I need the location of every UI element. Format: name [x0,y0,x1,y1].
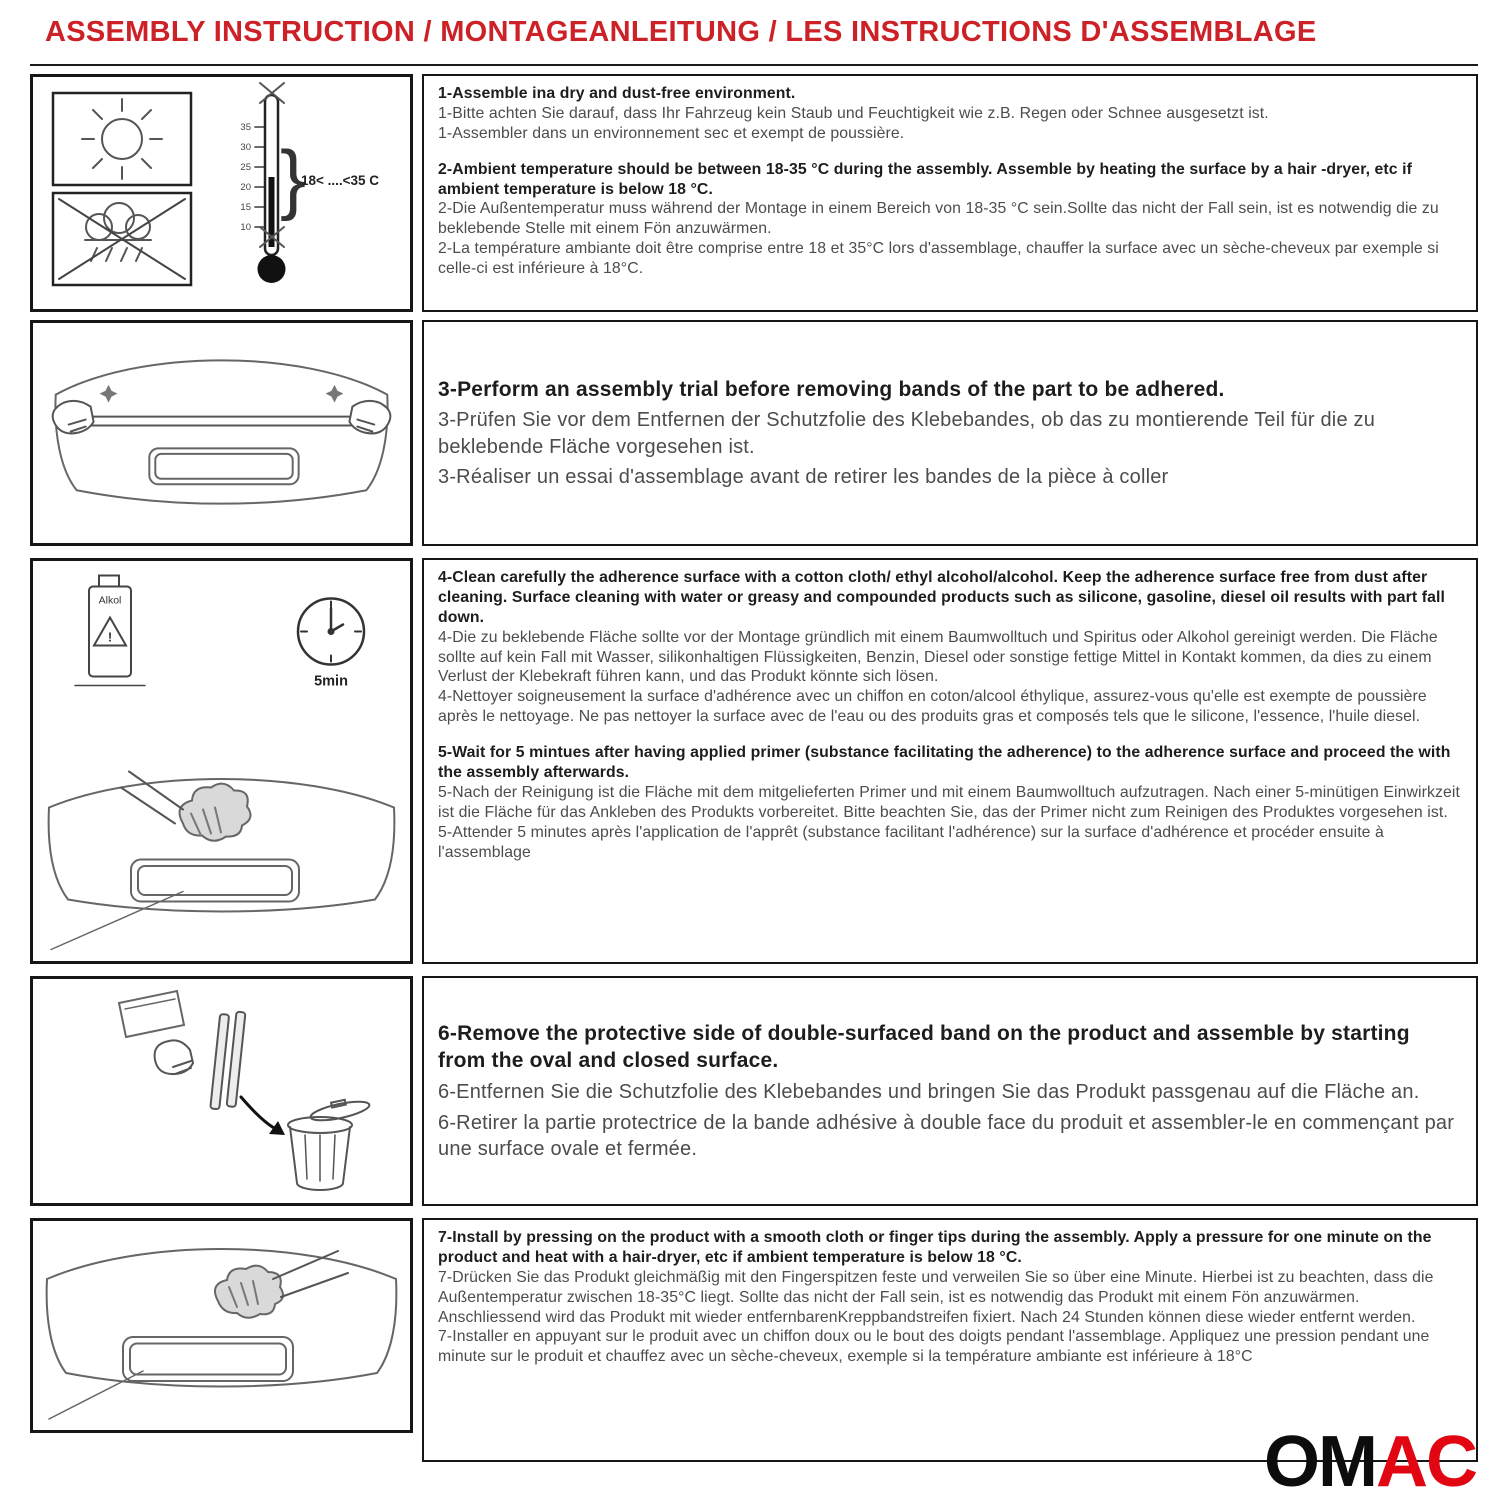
arrow-icon [241,1097,285,1135]
temperature-range-label: 18< ....<35 C [301,173,380,188]
step-7-row [30,1218,1478,1462]
sparkle-icon [326,385,344,403]
alcohol-bottle-icon [75,576,145,686]
step-3-text [422,320,1478,546]
band-removal-illustration [33,979,410,1203]
hand-icon [349,401,390,434]
warning-triangle-icon [94,618,126,646]
instruction-en: 7-Install by pressing on the product with a smooth cloth or finger tips during the assembly. Apply a pressure for one minute on the product and heat with a hair-dryer, etc if ambient temperature is below 18 °C. [438,1229,1432,1266]
spacer [438,144,1462,160]
instruction-de: 2-Die Außentemperatur muss während der Montage in einem Bereich von 18-35 °C sein.Sollte das nicht der Fall sein, ist es notwendig die zu beklebende Stelle mit einem Fön anzuwärmen. [438,200,1439,238]
sparkle-icon [100,385,118,403]
step-3-row [30,320,1478,546]
cloth-icon [215,1266,283,1318]
instruction-fr: 7-Installer en appuyant sur le produit avec un chiffon doux ou le bout des doigts pendant l'assemblage. Appliquez une pression pendant une minute sur le produit et chauffez avec un sèche-cheveux, exemple si la température ambiante est inférieure à 18°C [438,1328,1430,1366]
instruction-en: 2-Ambient temperature should be between 18-35 °C during the assembly. Assemble by heating the surface by a hair -dryer, etc if ambient temperature is below 18 °C. [438,160,1413,198]
instruction-en: 3-Perform an assembly trial before removing bands of the part to be adhered. [438,377,1225,401]
band-removal-illustration-box [30,976,413,1206]
no-rain-icon [53,193,191,285]
hand-icon [155,1040,193,1074]
sun-icon [53,93,191,185]
trash-can-icon [288,1095,371,1190]
instruction-fr: 6-Retirer la partie protectrice de la bande adhésive à double face du produit et assembler-le en commençant par une surface ovale et fermée. [438,1111,1455,1160]
instruction-fr: 5-Attender 5 minutes après l'application de l'apprêt (substance facilitant l'adhérence) sur la surface d'adhérence et procéder ensuite à l'assemblage [438,823,1384,861]
trial-fit-illustration-box [30,320,413,546]
instruction-de: 5-Nach der Reinigung ist die Fläche mit dem mitgelieferten Primer und mit einem Baumwolltuch aufzutragen. Nach einer 5-minütigen Einwirkzeit ist die Fläche für das Ankleben des Produkts vorbereitet. Bitte beachten Sie, das der Primer nicht zum Reinigen des Produktes vorgesehen ist. [438,783,1460,821]
omac-logo [1264,1422,1476,1502]
cleaning-illustration [33,561,410,961]
cleaning-illustration-box [30,558,413,964]
instruction-de: 6-Entfernen Sie die Schutzfolie des Klebebandes und bringen Sie das Produkt passgenau auf die Fläche an. [438,1081,1420,1104]
instruction-de: 4-Die zu beklebende Fläche sollte vor der Montage gründlich mit einem Baumwolltuch und Spiritus oder Alkohol gereinigt werden. Die Fläche sollte auf kein Fall mit Wasser, silikonhaltigen Flüssigkeiten, Benzin, Diesel oder sonstige fettige Mittel in Kontakt kommen, da dies zu einem Verlust der Klebekraft führen kann, und das Produkt könnte sich lösen. [438,628,1438,686]
thermo-tick: 20 [240,182,251,193]
step-4-5-row [30,558,1478,964]
spacer [438,727,1462,743]
page-title: ASSEMBLY INSTRUCTION / MONTAGEANLEITUNG / LES INSTRUCTIONS D'ASSEMBLAGE [45,16,1317,48]
step-6-row [30,976,1478,1206]
thermo-tick: 30 [240,142,251,153]
step-6-text [422,976,1478,1206]
step-4-5-text [422,558,1478,964]
pressing-illustration [33,1221,410,1430]
alcohol-label: Alkol [98,594,122,607]
step-1-2-text [422,74,1478,312]
thermo-tick: 35 [240,122,251,133]
instruction-en: 1-Assemble ina dry and dust-free environment. [438,85,796,102]
thermometer-icon [240,83,379,283]
range-brace: } [280,134,307,222]
wiping-illustration [49,772,395,950]
omac-logo-red: AC [1376,1422,1476,1502]
environment-illustration [33,77,410,309]
pressing-illustration-box [30,1218,413,1433]
instruction-en: 5-Wait for 5 mintues after having applied primer (substance facilitating the adherence) to the adherence surface and proceed the with the assembly afterwards. [438,744,1451,782]
instruction-fr: 4-Nettoyer soigneusement la surface d'adhérence avec un chiffon en coton/alcool éthylique, assurez-vous qu'elle est exempte de poussière après le nettoyage. Ne pas nettoyer la surface avec de l'eau ou des produits gras et composés tels que le silicone, l'essence, l'huile diesel. [438,688,1427,726]
thermo-tick: 10 [240,222,251,233]
instruction-de: 7-Drücken Sie das Produkt gleichmäßig mit den Fingerspitzen feste und verweilen Sie so über eine Minute. Hierbei ist zu beachten, dass die Außentemperatur zwischen 18-35°C liegt. Sollte das nicht der Fall sein, ist es notwendig das Produkt mit einem Fön anzuwärmen. Anschliessend wird das Produkt mit wieder entfernbarenKreppbandstreifen fixiert. Nach 24 Stunden können diese wieder entfernt werden. [438,1268,1434,1326]
instruction-fr: 2-La température ambiante doit être comprise entre 18 et 35°C lors d'assemblage, chauffer la surface avec un sèche-cheveux par exemple si celle-ci est inférieure à 18°C. [438,240,1439,278]
instruction-en: 6-Remove the protective side of double-surfaced band on the product and assemble by starting from the oval and closed surface. [438,1021,1410,1073]
thermo-tick: 15 [240,202,251,213]
hand-icon [53,401,94,434]
thermo-tick: 25 [240,162,251,173]
environment-illustration-box [30,74,413,312]
omac-logo-black: OM [1264,1422,1376,1502]
protective-film-icon [119,991,184,1037]
instruction-en: 4-Clean carefully the adherence surface with a cotton cloth/ ethyl alcohol/alcohol. Keep the adherence surface free from dust after cleaning. Surface cleaning with water or greasy and compounded products such as silicone, gasoline, diesel oil results with part fall down. [438,569,1445,626]
instruction-fr: 1-Assembler dans un environnement sec et exempt de poussière. [438,124,905,142]
warning-mark: ! [107,629,113,645]
title-divider [30,64,1478,66]
clock-label: 5min [314,673,348,690]
step-1-2-row [30,74,1478,312]
instruction-fr: 3-Réaliser un essai d'assemblage avant de retirer les bandes de la pièce à coller [438,466,1169,489]
instruction-de: 3-Prüfen Sie vor dem Entfernen der Schutzfolie des Klebebandes, ob das zu montierende Teil für die zu beklebende Fläche vorgesehen ist. [438,409,1376,458]
clock-icon [298,599,364,690]
cloth-icon [180,784,251,841]
trial-fit-illustration [33,323,410,543]
instruction-de: 1-Bitte achten Sie darauf, dass Ihr Fahrzeug kein Staub und Feuchtigkeit wie z.B. Regen oder Schnee ausgesetzt ist. [438,104,1269,122]
